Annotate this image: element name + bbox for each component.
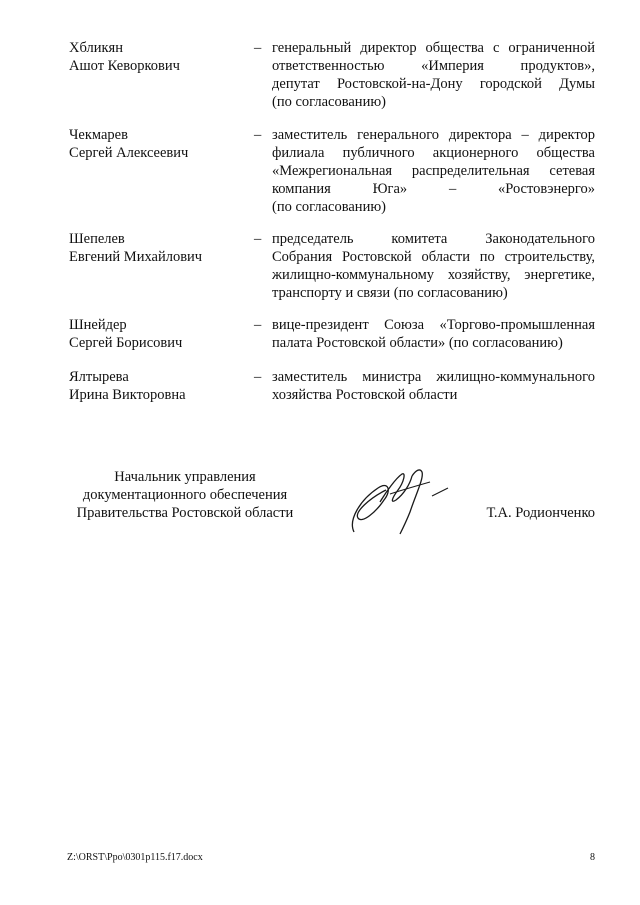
signatory-title-line: документационного обеспечения — [82, 487, 288, 503]
footer-file-path: Z:\ORST\Ppo\0301p115.f17.docx — [67, 852, 203, 863]
role-line: генеральный директор общества с ограниченной — [272, 40, 595, 56]
member-entry — [69, 316, 595, 352]
member-given-names: Ирина Викторовна — [69, 387, 186, 403]
member-name — [69, 230, 249, 266]
member-surname: Чекмарев — [69, 127, 128, 143]
role-line: председатель комитета Законодательного — [272, 231, 595, 247]
dash-separator: – — [254, 369, 262, 385]
role-line: (по согласованию) — [272, 199, 386, 215]
member-given-names: Евгений Михайлович — [69, 249, 203, 265]
member-name — [69, 368, 249, 404]
role-line: хозяйства Ростовской области — [272, 387, 458, 403]
page-number: 8 — [590, 852, 595, 863]
role-line: филиала публичного акционерного общества — [272, 145, 595, 161]
member-surname: Хбликян — [69, 40, 123, 56]
role-line: депутат Ростовской-на-Дону городской Думы — [272, 76, 595, 92]
member-entry — [69, 230, 595, 302]
member-entry — [69, 368, 595, 404]
member-given-names: Ашот Кеворкович — [69, 58, 180, 74]
dash-separator: – — [254, 317, 262, 333]
member-entry — [69, 39, 595, 111]
signatory-name: Т.А. Родионченко — [486, 505, 595, 521]
member-surname: Шнейдер — [69, 317, 127, 333]
role-line: Собрания Ростовской области по строительству, — [272, 249, 595, 265]
dash-separator: – — [254, 127, 262, 143]
role-line: заместитель генерального директора – директор — [272, 127, 595, 143]
signatory-title-line: Правительства Ростовской области — [76, 505, 294, 521]
member-name — [69, 126, 249, 162]
role-line: «Межрегиональная распределительная сетевая — [272, 163, 595, 179]
member-role — [272, 316, 595, 352]
member-role — [272, 368, 595, 404]
handwritten-signature — [340, 460, 455, 540]
member-name — [69, 39, 249, 75]
member-surname: Ялтырева — [69, 369, 129, 385]
role-line: жилищно-коммунальному хозяйству, энергетике, — [272, 267, 595, 283]
role-line: палата Ростовской области» (по согласованию) — [272, 335, 563, 351]
role-line: вице-президент Союза «Торгово-промышленная — [272, 317, 595, 333]
member-name — [69, 316, 249, 352]
role-line: (по согласованию) — [272, 94, 386, 110]
member-role — [272, 39, 595, 111]
signatory-title-line: Начальник управления — [114, 469, 256, 485]
member-entry — [69, 126, 595, 216]
role-line: транспорту и связи (по согласованию) — [272, 285, 508, 301]
signatory-title — [60, 468, 310, 522]
role-line: компания Юга» – «Ростовэнерго» — [272, 181, 595, 197]
member-role — [272, 230, 595, 302]
member-given-names: Сергей Алексеевич — [69, 145, 189, 161]
member-surname: Шепелев — [69, 231, 125, 247]
dash-separator: – — [254, 231, 262, 247]
member-given-names: Сергей Борисович — [69, 335, 183, 351]
role-line: ответственностью «Империя продуктов», — [272, 58, 595, 74]
member-role — [272, 126, 595, 216]
dash-separator: – — [254, 40, 262, 56]
role-line: заместитель министра жилищно-коммунального — [272, 369, 595, 385]
